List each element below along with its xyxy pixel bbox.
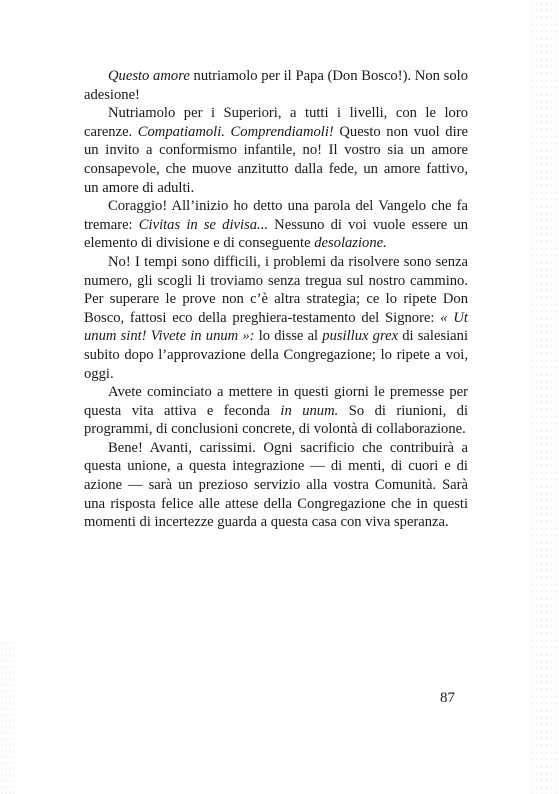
text-run: Bene! Avanti, carissimi. Ogni sacrificio che contribuirà a questa unione, a questa integrazione — di menti, di cuori e di azione — sarà un prezioso servizio alla vostra Comunità. Sarà una risposta felice alle attese della Congregazione che in questi momenti di incertezze guarda a questa casa con viva speranza. [84,439,468,531]
text-run: lo disse al [254,328,323,345]
text-run: di salesiani subito dopo l’approvazione della Congregazione; lo ripete a voi, oggi. [84,328,469,382]
text-run: Nutriamolo per i Superiori, a tutti i livelli, con le loro carenze. [84,105,468,140]
paragraph [84,253,468,383]
italic-text: desolazione. [314,235,387,252]
italic-text: « Ut unum sint! Vivete in unum »: [84,309,468,345]
body-text [84,67,468,532]
paragraph [84,383,468,439]
page-number: 87 [440,690,455,706]
italic-text: Questo amore [108,68,190,84]
italic-text: in unum. [280,402,339,419]
paragraph [84,67,468,104]
text-run: Questo non vuol dire un invito a conformismo infantile, no! Il vostro sia un amore consapevole, che muove anzitutto dalla fede, un amore fattivo, un amore di adulti. [84,123,468,196]
scan-edge-texture [529,0,559,794]
paragraph [84,104,468,197]
paragraph [84,197,468,253]
text-run: nutriamolo per il Papa (Don Bosco!). Non solo adesione! [84,68,468,103]
text-run: Coraggio! All’inizio ho detto una parola del Vangelo che fa tremare: [84,198,468,233]
italic-text: Compatiamoli. Comprendiamoli! [137,123,334,140]
text-run: So di riunioni, di programmi, di conclusioni concrete, di volontà di collaborazione. [84,402,469,438]
italic-text: pusillux grex [322,328,399,345]
italic-text: Civitas in se divisa... [138,216,268,233]
paragraph [84,439,468,532]
scan-edge-texture-left [0,640,14,794]
text-run: No! I tempi sono difficili, i problemi da risolvere sono senza numero, gli scogli li troviamo senza tregua sul nostro cammino. Per superare le prove non c’è altra strategia; ce lo ripete Don Bosco, fattosi eco della preghiera-testamento del Signore: [84,253,468,326]
text-run: Avete cominciato a mettere in questi giorni le premesse per questa vita attiva e feconda [84,384,468,419]
text-run: Nessuno di voi vuole essere un elemento di divisione e di conseguente [84,216,468,252]
